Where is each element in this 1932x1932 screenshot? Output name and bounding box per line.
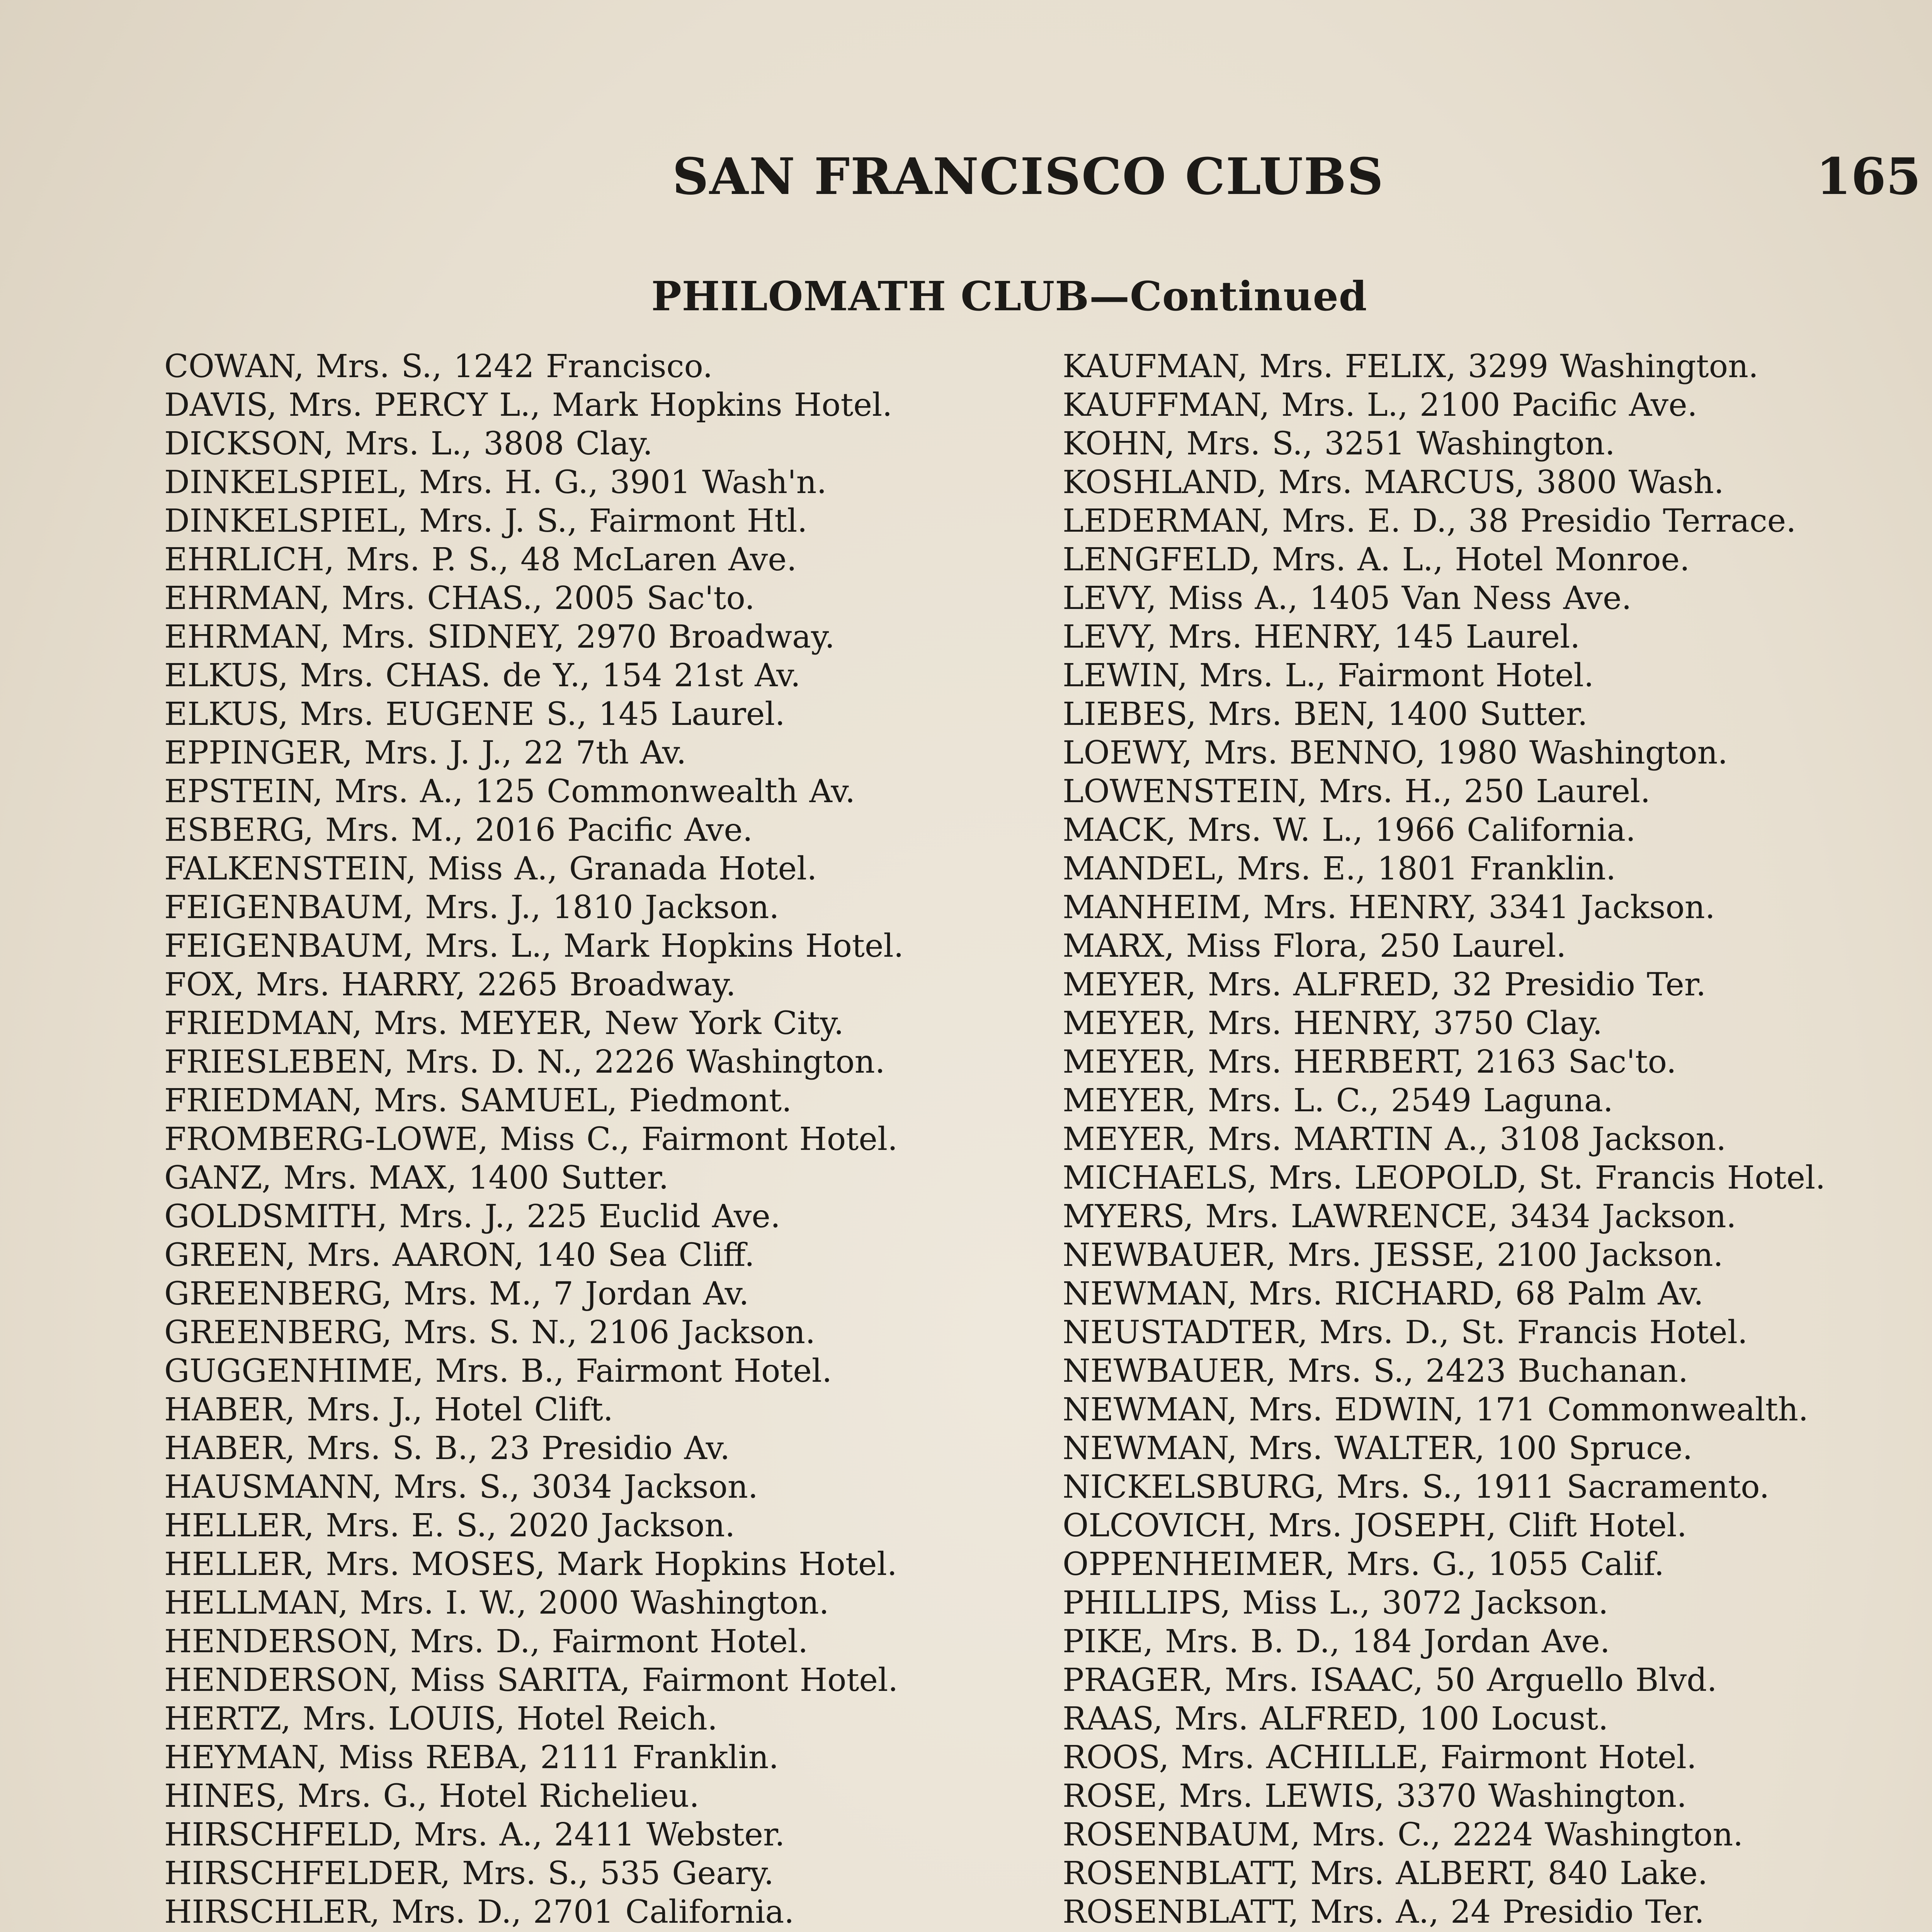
member-entry: LOWENSTEIN, Mrs. H., 250 Laurel.: [1063, 773, 1651, 810]
member-entry: ROOS, Mrs. ACHILLE, Fairmont Hotel.: [1063, 1739, 1697, 1776]
member-entry: HINES, Mrs. G., Hotel Richelieu.: [164, 1778, 699, 1815]
member-entry: MICHAELS, Mrs. LEOPOLD, St. Francis Hotel.: [1063, 1160, 1826, 1196]
member-entry: GREENBERG, Mrs. S. N., 2106 Jackson.: [164, 1314, 816, 1351]
member-entry: MEYER, Mrs. HENRY, 3750 Clay.: [1063, 1005, 1603, 1042]
member-entry: FOX, Mrs. HARRY, 2265 Broadway.: [164, 966, 736, 1003]
member-entry: KOHN, Mrs. S., 3251 Washington.: [1063, 425, 1615, 462]
running-head: SAN FRANCISCO CLUBS: [672, 147, 1384, 206]
member-entry: MYERS, Mrs. LAWRENCE, 3434 Jackson.: [1063, 1198, 1736, 1235]
member-entry: GUGGENHIME, Mrs. B., Fairmont Hotel.: [164, 1353, 832, 1389]
member-entry: EPPINGER, Mrs. J. J., 22 7th Av.: [164, 735, 687, 771]
member-entry: HELLER, Mrs. MOSES, Mark Hopkins Hotel.: [164, 1546, 897, 1583]
member-entry: LEDERMAN, Mrs. E. D., 38 Presidio Terrace.: [1063, 503, 1796, 539]
member-entry: FROMBERG-LOWE, Miss C., Fairmont Hotel.: [164, 1121, 898, 1158]
member-entry: RAAS, Mrs. ALFRED, 100 Locust.: [1063, 1701, 1609, 1737]
member-entry: HABER, Mrs. S. B., 23 Presidio Av.: [164, 1430, 730, 1467]
member-entry: HIRSCHLER, Mrs. D., 2701 California.: [164, 1894, 794, 1930]
member-entry: ROSENBAUM, Mrs. C., 2224 Washington.: [1063, 1816, 1743, 1853]
section-title: PHILOMATH CLUB—Continued: [651, 272, 1367, 320]
member-entry: NEWMAN, Mrs. EDWIN, 171 Commonwealth.: [1063, 1391, 1809, 1428]
member-entry: GREEN, Mrs. AARON, 140 Sea Cliff.: [164, 1237, 755, 1274]
member-entry: ELKUS, Mrs. EUGENE S., 145 Laurel.: [164, 696, 785, 733]
member-entry: NEUSTADTER, Mrs. D., St. Francis Hotel.: [1063, 1314, 1748, 1351]
member-entry: DINKELSPIEL, Mrs. H. G., 3901 Wash'n.: [164, 464, 827, 501]
member-entry: HERTZ, Mrs. LOUIS, Hotel Reich.: [164, 1701, 718, 1737]
member-entry: FEIGENBAUM, Mrs. L., Mark Hopkins Hotel.: [164, 928, 904, 964]
member-entry: DINKELSPIEL, Mrs. J. S., Fairmont Htl.: [164, 503, 808, 539]
page-number: 165: [1816, 147, 1921, 206]
member-entry: FEIGENBAUM, Mrs. J., 1810 Jackson.: [164, 889, 779, 926]
member-entry: HENDERSON, Mrs. D., Fairmont Hotel.: [164, 1623, 808, 1660]
member-entry: LEWIN, Mrs. L., Fairmont Hotel.: [1063, 657, 1594, 694]
member-entry: LIEBES, Mrs. BEN, 1400 Sutter.: [1063, 696, 1588, 733]
member-entry: EPSTEIN, Mrs. A., 125 Commonwealth Av.: [164, 773, 855, 810]
member-entry: MEYER, Mrs. L. C., 2549 Laguna.: [1063, 1082, 1613, 1119]
member-entry: ROSENBLATT, Mrs. ALBERT, 840 Lake.: [1063, 1855, 1708, 1892]
member-entry: EHRMAN, Mrs. SIDNEY, 2970 Broadway.: [164, 619, 835, 655]
member-entry: GANZ, Mrs. MAX, 1400 Sutter.: [164, 1160, 669, 1196]
member-entry: HIRSCHFELDER, Mrs. S., 535 Geary.: [164, 1855, 774, 1892]
member-entry: OLCOVICH, Mrs. JOSEPH, Clift Hotel.: [1063, 1507, 1687, 1544]
member-entry: FRIESLEBEN, Mrs. D. N., 2226 Washington.: [164, 1044, 885, 1080]
member-entry: ELKUS, Mrs. CHAS. de Y., 154 21st Av.: [164, 657, 801, 694]
member-entry: MARX, Miss Flora, 250 Laurel.: [1063, 928, 1566, 964]
member-entry: KOSHLAND, Mrs. MARCUS, 3800 Wash.: [1063, 464, 1724, 501]
member-entry: HENDERSON, Miss SARITA, Fairmont Hotel.: [164, 1662, 898, 1699]
member-entry: NICKELSBURG, Mrs. S., 1911 Sacramento.: [1063, 1469, 1770, 1505]
member-entry: KAUFFMAN, Mrs. L., 2100 Pacific Ave.: [1063, 387, 1697, 423]
member-entry: LOEWY, Mrs. BENNO, 1980 Washington.: [1063, 735, 1728, 771]
left-column: [164, 348, 1003, 1932]
member-entry: COWAN, Mrs. S., 1242 Francisco.: [164, 348, 713, 385]
member-entry: HABER, Mrs. J., Hotel Clift.: [164, 1391, 613, 1428]
member-entry: LEVY, Mrs. HENRY, 145 Laurel.: [1063, 619, 1580, 655]
right-column: [1063, 348, 1901, 1932]
member-entry: PIKE, Mrs. B. D., 184 Jordan Ave.: [1063, 1623, 1610, 1660]
member-entry: OPPENHEIMER, Mrs. G., 1055 Calif.: [1063, 1546, 1665, 1583]
member-entry: FALKENSTEIN, Miss A., Granada Hotel.: [164, 850, 817, 887]
member-entry: EHRLICH, Mrs. P. S., 48 McLaren Ave.: [164, 541, 797, 578]
member-entry: MANHEIM, Mrs. HENRY, 3341 Jackson.: [1063, 889, 1715, 926]
member-entry: ROSENBLATT, Mrs. A., 24 Presidio Ter.: [1063, 1894, 1704, 1930]
member-entry: MEYER, Mrs. HERBERT, 2163 Sac'to.: [1063, 1044, 1677, 1080]
member-entry: DAVIS, Mrs. PERCY L., Mark Hopkins Hotel.: [164, 387, 893, 423]
member-entry: GREENBERG, Mrs. M., 7 Jordan Av.: [164, 1276, 749, 1312]
member-entry: NEWMAN, Mrs. RICHARD, 68 Palm Av.: [1063, 1276, 1704, 1312]
member-entry: PRAGER, Mrs. ISAAC, 50 Arguello Blvd.: [1063, 1662, 1717, 1699]
member-entry: FRIEDMAN, Mrs. SAMUEL, Piedmont.: [164, 1082, 792, 1119]
member-entry: FRIEDMAN, Mrs. MEYER, New York City.: [164, 1005, 844, 1042]
member-entry: MACK, Mrs. W. L., 1966 California.: [1063, 812, 1636, 849]
member-entry: GOLDSMITH, Mrs. J., 225 Euclid Ave.: [164, 1198, 781, 1235]
member-entry: HAUSMANN, Mrs. S., 3034 Jackson.: [164, 1469, 758, 1505]
member-entry: NEWBAUER, Mrs. JESSE, 2100 Jackson.: [1063, 1237, 1723, 1274]
member-entry: HELLMAN, Mrs. I. W., 2000 Washington.: [164, 1585, 829, 1621]
member-entry: ESBERG, Mrs. M., 2016 Pacific Ave.: [164, 812, 753, 849]
member-entry: KAUFMAN, Mrs. FELIX, 3299 Washington.: [1063, 348, 1759, 385]
member-entry: LEVY, Miss A., 1405 Van Ness Ave.: [1063, 580, 1632, 617]
member-entry: LENGFELD, Mrs. A. L., Hotel Monroe.: [1063, 541, 1690, 578]
member-entry: HEYMAN, Miss REBA, 2111 Franklin.: [164, 1739, 779, 1776]
member-entry: MEYER, Mrs. MARTIN A., 3108 Jackson.: [1063, 1121, 1726, 1158]
member-entry: MEYER, Mrs. ALFRED, 32 Presidio Ter.: [1063, 966, 1706, 1003]
member-entry: HIRSCHFELD, Mrs. A., 2411 Webster.: [164, 1816, 785, 1853]
member-entry: PHILLIPS, Miss L., 3072 Jackson.: [1063, 1585, 1609, 1621]
member-entry: NEWBAUER, Mrs. S., 2423 Buchanan.: [1063, 1353, 1689, 1389]
member-entry: NEWMAN, Mrs. WALTER, 100 Spruce.: [1063, 1430, 1693, 1467]
member-entry: EHRMAN, Mrs. CHAS., 2005 Sac'to.: [164, 580, 755, 617]
member-entry: DICKSON, Mrs. L., 3808 Clay.: [164, 425, 653, 462]
member-entry: HELLER, Mrs. E. S., 2020 Jackson.: [164, 1507, 735, 1544]
member-entry: MANDEL, Mrs. E., 1801 Franklin.: [1063, 850, 1616, 887]
member-entry: ROSE, Mrs. LEWIS, 3370 Washington.: [1063, 1778, 1687, 1815]
